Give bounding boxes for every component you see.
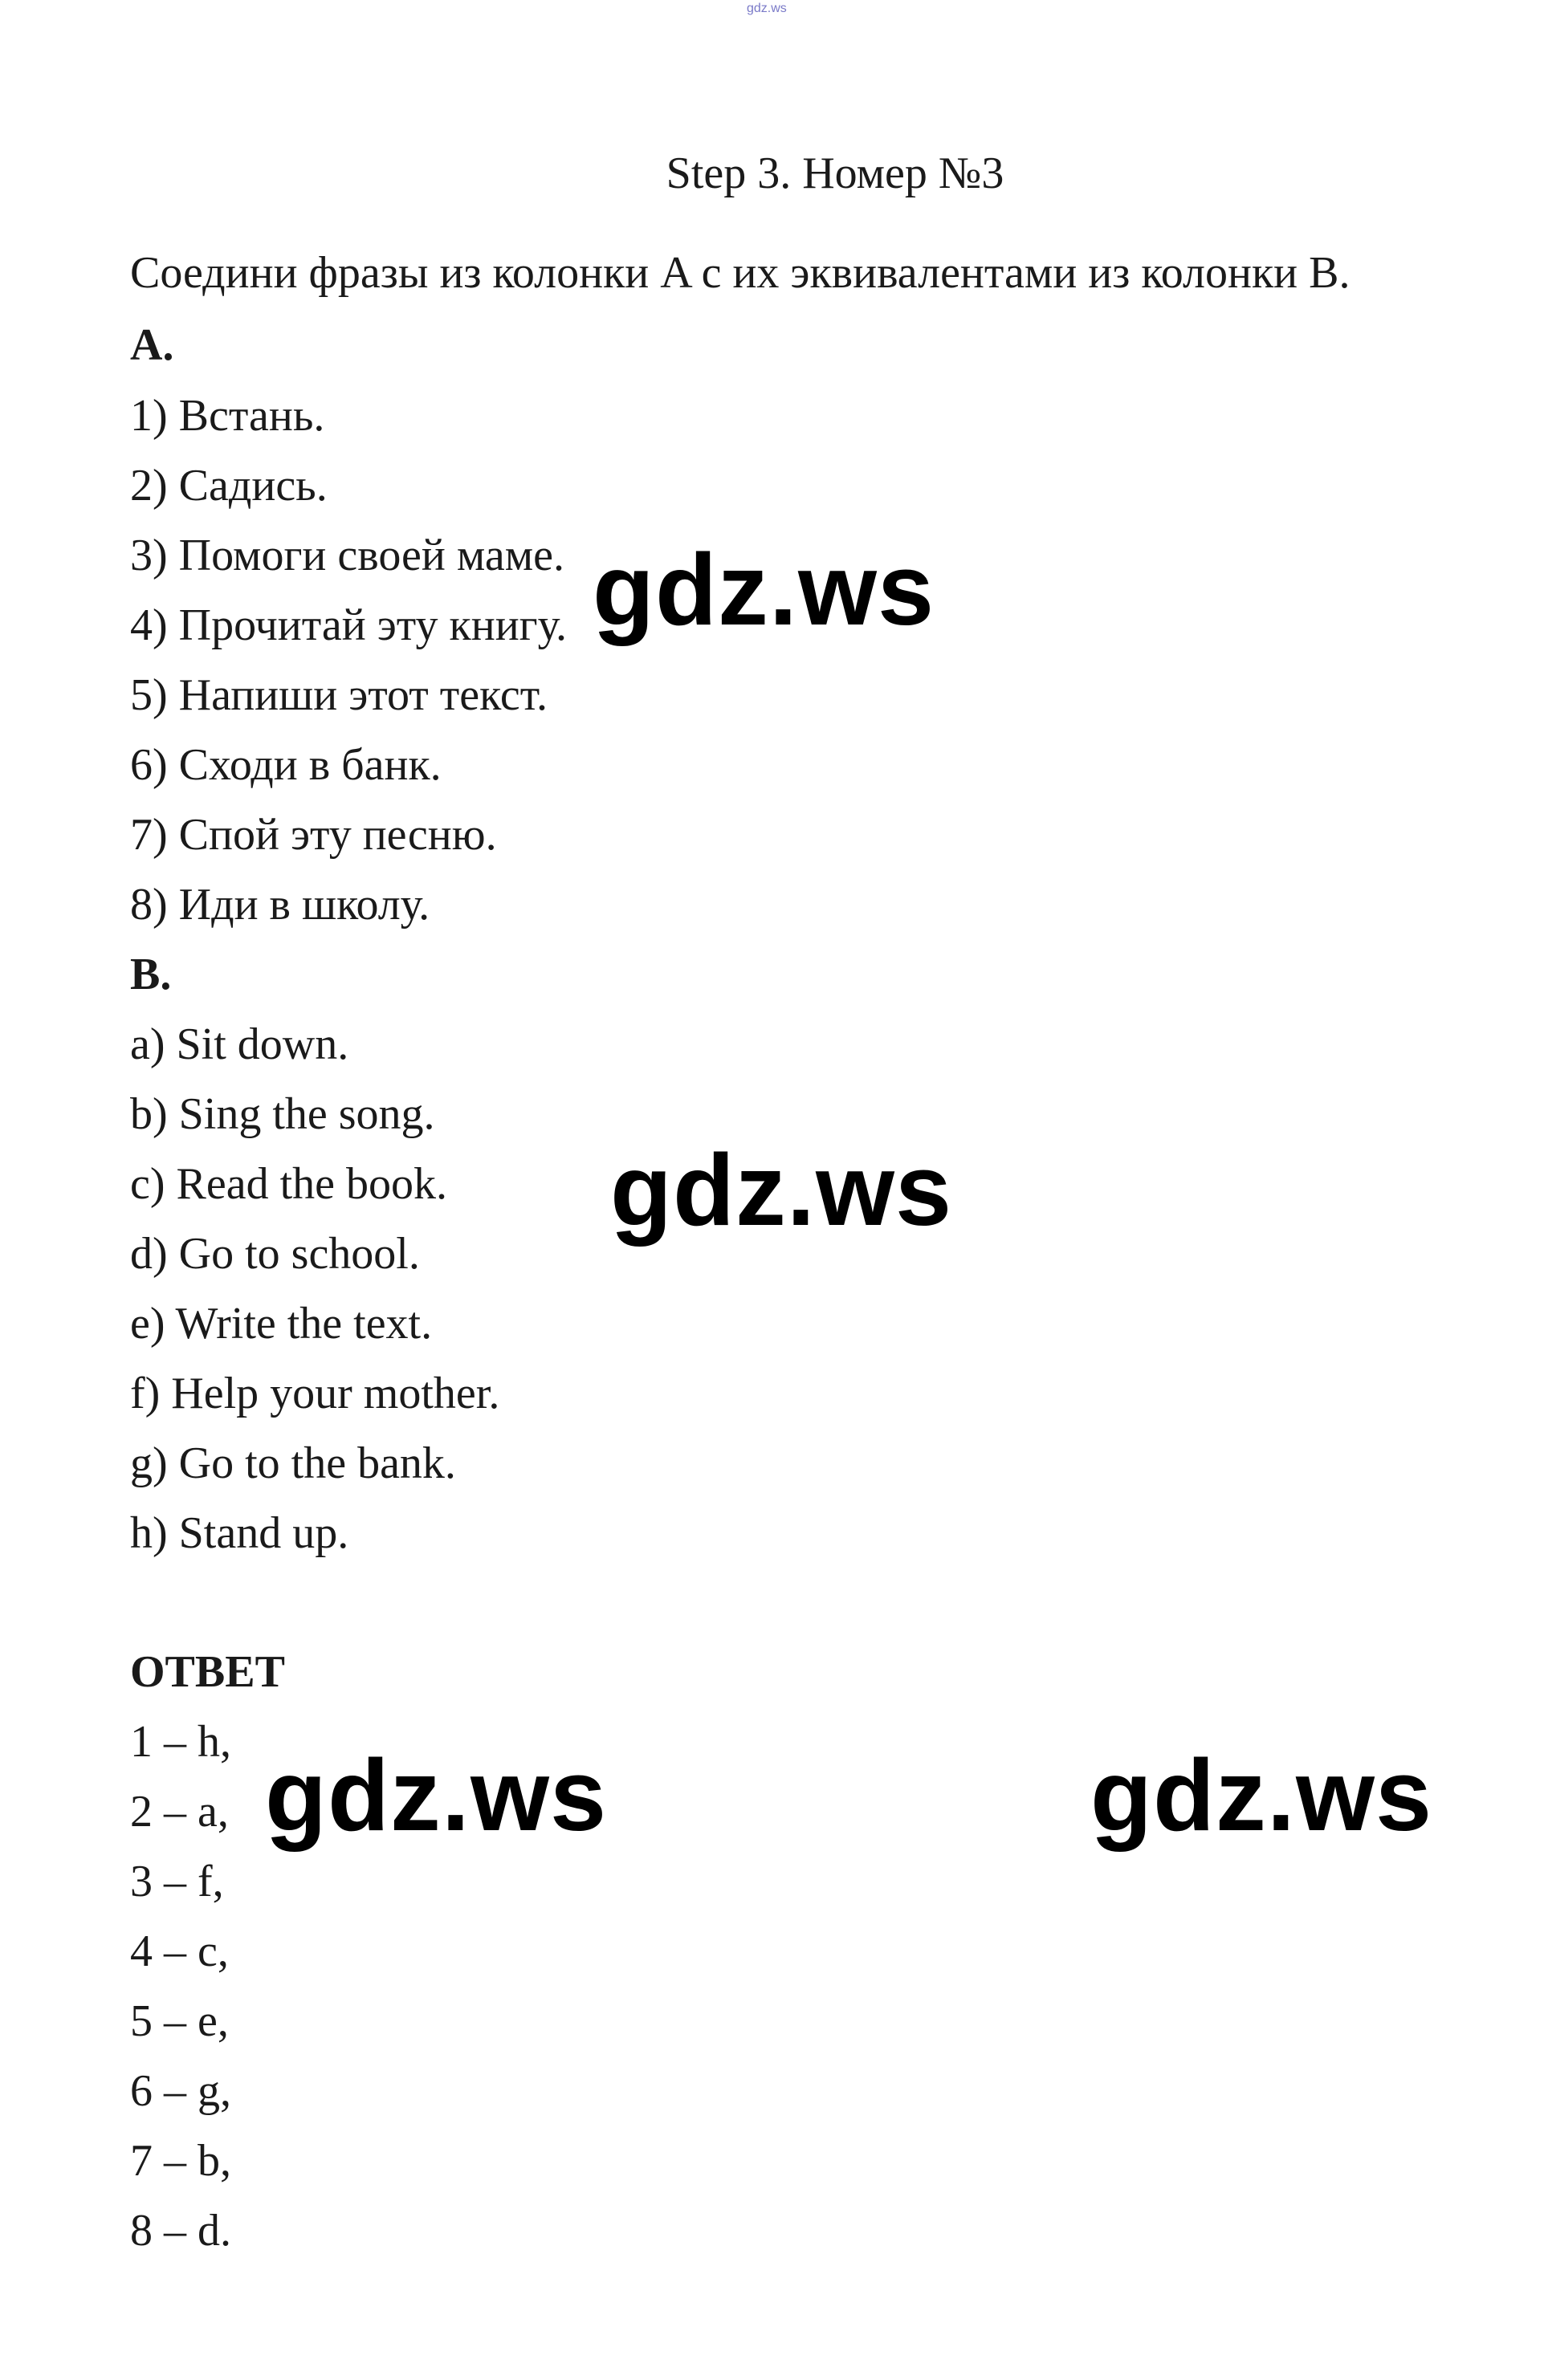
column-b-heading: B. [130,950,172,999]
column-b-item: c) Read the book. [130,1159,447,1209]
watermark-logo: gdz.ws [1090,1739,1433,1852]
column-b-item: g) Go to the bank. [130,1438,456,1488]
column-a-heading: A. [130,320,174,370]
column-a-item: 1) Встань. [130,391,325,441]
column-a-item: 2) Садись. [130,461,328,511]
column-a-item: 3) Помоги своей маме. [130,531,565,580]
instruction-text: Соедини фразы из колонки A с их эквивалентами из колонки B. [130,248,1350,298]
watermark-logo: gdz.ws [593,533,935,646]
watermark-logo: gdz.ws [265,1739,608,1852]
column-b-item: d) Go to school. [130,1229,420,1279]
watermark-logo: gdz.ws [610,1133,953,1247]
answer-item: 2 – a, [130,1787,229,1837]
column-a-item: 7) Спой эту песню. [130,810,497,860]
column-b-item: e) Write the text. [130,1299,433,1349]
column-a-item: 5) Напиши этот текст. [130,670,548,720]
column-b-item: f) Help your mother. [130,1369,500,1418]
answer-item: 6 – g, [130,2066,231,2116]
answer-item: 4 – c, [130,1926,229,1976]
answer-heading: ОТВЕТ [130,1647,285,1697]
column-a-item: 6) Сходи в банк. [130,740,442,790]
answer-item: 8 – d. [130,2206,231,2256]
column-b-item: h) Stand up. [130,1508,349,1558]
column-a-item: 4) Прочитай эту книгу. [130,600,568,650]
top-watermark-text: gdz.ws [747,2,787,15]
column-b-item: b) Sing the song. [130,1089,435,1139]
answer-item: 1 – h, [130,1717,231,1767]
column-a-item: 8) Иди в школу. [130,880,430,930]
answer-item: 7 – b, [130,2136,231,2186]
page-title: Step 3. Номер №3 [666,148,1004,198]
column-b-item: a) Sit down. [130,1019,349,1069]
answer-item: 5 – e, [130,1996,229,2046]
answer-item: 3 – f, [130,1857,224,1906]
